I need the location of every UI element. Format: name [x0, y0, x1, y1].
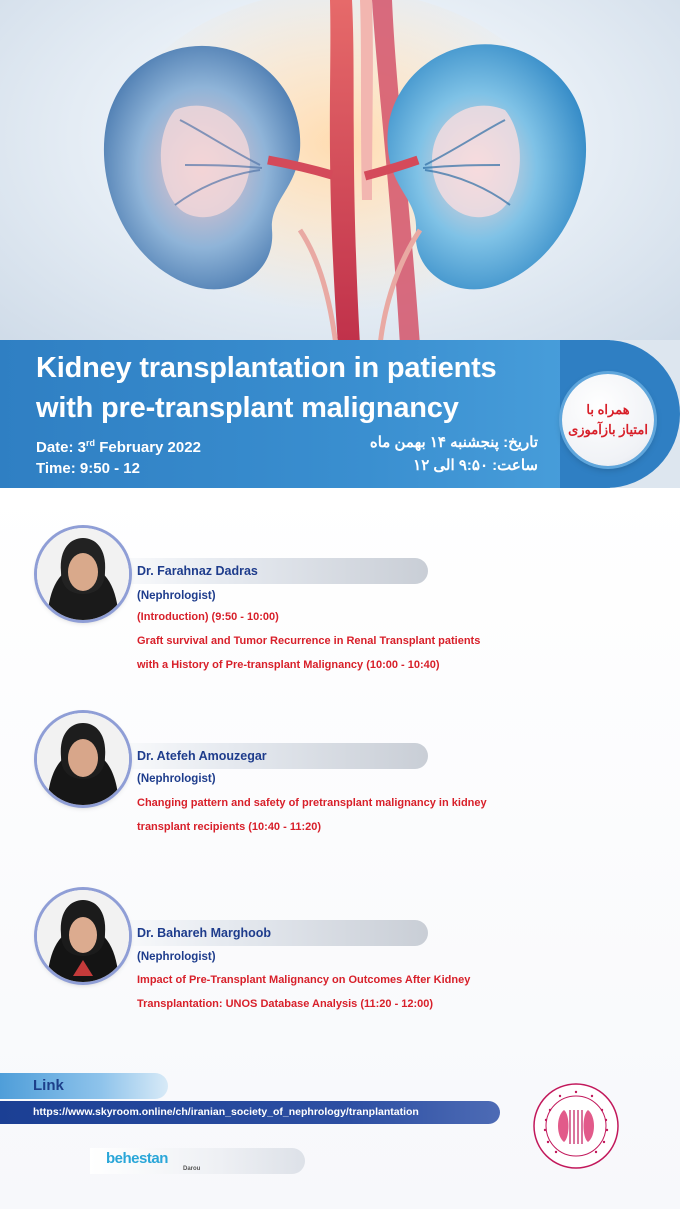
title-line-2: with pre-transplant malignancy [36, 392, 459, 424]
person-icon [37, 528, 129, 620]
behestan-logo: behestan [106, 1150, 168, 1167]
talk-line: transplant recipients (10:40 - 11:20) [137, 821, 322, 833]
talk-line: Transplantation: UNOS Database Analysis (11:20 - 12:00) [137, 998, 434, 1010]
speaker-role: (Nephrologist) [137, 590, 216, 602]
talk-line: Impact of Pre-Transplant Malignancy on Outcomes After Kidney [137, 974, 471, 986]
talk-line: with a History of Pre-transplant Malignancy (10:00 - 10:40) [137, 659, 440, 671]
behestan-logo-sub: Darou [183, 1166, 201, 1172]
speaker-photo [37, 713, 129, 805]
talk-line: Graft survival and Tumor Recurrence in Renal Transplant patients [137, 635, 481, 647]
cme-credit-badge: همراه با امتیاز بازآموزی [562, 374, 654, 466]
kidney-illustration [0, 0, 680, 345]
speaker-name: Dr. Farahnaz Dadras [137, 564, 258, 578]
speaker-photo [37, 528, 129, 620]
talk-line: Changing pattern and safety of pretransplant malignancy in kidney [137, 797, 487, 809]
date-en: Date: 3rd February 2022 [36, 438, 201, 456]
date-time-fa [370, 431, 538, 477]
talk-list [137, 968, 557, 1016]
talk-list [137, 605, 557, 677]
link-tab [0, 1073, 168, 1099]
event-url-link[interactable]: https://www.skyroom.online/ch/iranian_society_of_nephrology/tranplantation [33, 1106, 419, 1118]
speaker-role: (Nephrologist) [137, 951, 216, 963]
event-title [36, 348, 556, 428]
talk-line: (Introduction) (9:50 - 10:00) [137, 611, 279, 623]
person-icon [37, 890, 129, 982]
speaker-name: Dr. Bahareh Marghoob [137, 926, 272, 940]
talk-list [137, 791, 557, 839]
date-time-en [36, 433, 201, 479]
speaker-role: (Nephrologist) [137, 773, 216, 785]
time-fa: ساعت: ۹:۵۰ الی ۱۲ [413, 457, 538, 474]
person-icon [37, 713, 129, 805]
society-seal-icon [530, 1080, 622, 1172]
title-line-1: Kidney transplantation in patients [36, 352, 497, 384]
time-en: Time: 9:50 - 12 [36, 460, 140, 477]
date-fa: تاریخ: پنجشنبه ۱۴ بهمن ماه [369, 434, 538, 451]
speaker-name: Dr. Atefeh Amouzegar [137, 749, 267, 763]
speaker-photo [37, 890, 129, 982]
kidney-illustration-icon [0, 0, 680, 345]
link-label: Link [33, 1077, 64, 1094]
